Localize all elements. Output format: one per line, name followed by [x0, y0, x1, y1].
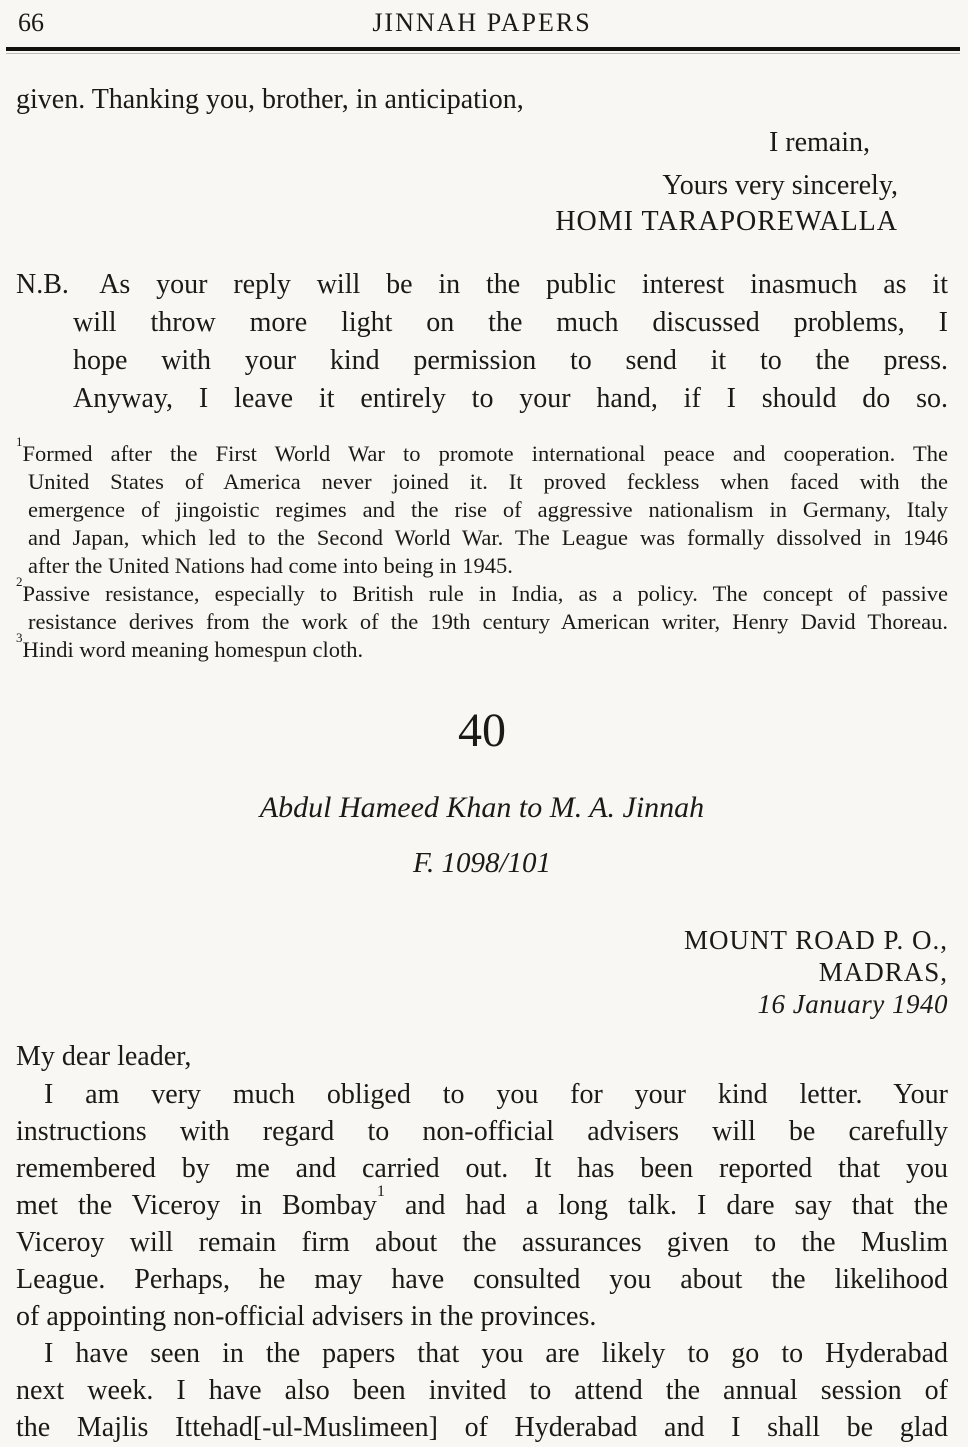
letter-paragraph-1	[16, 1076, 948, 1335]
paragraph-line	[16, 1181, 948, 1224]
footnote-line: after the United Nations had come into being in 1945.	[28, 553, 513, 578]
paragraph-line: instructions with regard to non-official advisers will be carefully	[16, 1116, 948, 1147]
nb-line: Anyway, I leave it entirely to your hand, if I should do so.	[73, 383, 948, 414]
letter-number: 40	[458, 704, 506, 757]
address-line-2: MADRAS,	[818, 957, 948, 987]
paragraph-text: and had a long talk. I dare say that the	[404, 1190, 948, 1221]
footnote-text: Passive resistance, especially to British rule in India, as a policy. The concept of passive	[22, 581, 948, 606]
footnote-reference-1: 1	[376, 1181, 385, 1200]
letter-closing	[16, 125, 948, 240]
footnote-marker: 3	[16, 629, 23, 645]
nb-line-text: As your reply will be in the public interest inasmuch as it	[99, 269, 948, 300]
footnote-marker: 1	[16, 433, 23, 449]
paragraph-line: the Majlis Ittehad[-ul-Muslimeen] of Hyderabad and I shall be glad	[16, 1412, 948, 1443]
paragraph-line: I have seen in the papers that you are likely to go to Hyderabad	[44, 1338, 948, 1369]
nb-note	[16, 266, 948, 418]
letter-date: 16 January 1940	[757, 989, 948, 1019]
paragraph-line: remembered by me and carried out. It has been reported that you	[16, 1153, 948, 1184]
header-rule-echo	[6, 53, 960, 54]
footnote-line	[16, 573, 948, 608]
nb-line: will throw more light on the much discussed problems, I	[73, 307, 948, 338]
page-number: 66	[18, 8, 44, 37]
page-header	[16, 6, 948, 42]
closing-valediction: Yours very sincerely,	[662, 170, 898, 201]
footnote-text: Formed after the First World War to promote international peace and cooperation. The	[22, 441, 948, 466]
nb-line: hope with your kind permission to send it to the press.	[73, 345, 948, 376]
footnote-line: and Japan, which led to the Second World War. The League was formally dissolved in 1946	[28, 525, 948, 550]
footnote-line	[16, 433, 948, 468]
paragraph-line: I am very much obliged to you for your kind letter. Your	[44, 1079, 948, 1110]
footnote-3	[16, 629, 948, 664]
footnote-2	[16, 573, 948, 636]
paragraph-line: League. Perhaps, he may have consulted you about the likelihood	[16, 1264, 948, 1295]
file-reference: F. 1098/101	[412, 847, 552, 879]
letter-paragraph-2	[16, 1335, 948, 1446]
footnotes	[16, 433, 948, 664]
closing-signature: HOMI TARAPOREWALLA	[555, 206, 898, 237]
letter-heading: Abdul Hameed Khan to M. A. Jinnah	[259, 791, 705, 824]
paragraph-line: Viceroy will remain firm about the assurances given to the Muslim	[16, 1227, 948, 1258]
footnote-1	[16, 433, 948, 580]
footnote-text: Hindi word meaning homespun cloth.	[22, 637, 364, 662]
nb-line	[16, 266, 948, 304]
running-title: JINNAH PAPERS	[372, 8, 592, 37]
letter-continuation-line: given. Thanking you, brother, in anticipation,	[16, 84, 524, 115]
footnote-line: emergence of jingoistic regimes and the rise of aggressive nationalism in Germany, Italy	[28, 497, 948, 522]
paragraph-line: of appointing non-official advisers in the provinces.	[16, 1301, 597, 1332]
header-rule	[6, 47, 960, 51]
salutation: My dear leader,	[16, 1041, 192, 1072]
paragraph-text: met the Viceroy in Bombay	[16, 1190, 377, 1221]
closing-remain: I remain,	[768, 127, 870, 158]
address-block	[16, 924, 948, 1020]
footnote-marker: 2	[16, 573, 23, 589]
paragraph-line: next week. I have also been invited to attend the annual session of	[16, 1375, 948, 1406]
footnote-line: resistance derives from the work of the 19th century American writer, Henry David Thoreau.	[28, 609, 948, 634]
nb-label: N.B.	[16, 269, 69, 300]
footnote-line: United States of America never joined it. It proved feckless when faced with the	[28, 469, 948, 494]
footnote-line	[16, 629, 948, 664]
address-line-1: MOUNT ROAD P. O.,	[683, 925, 948, 955]
